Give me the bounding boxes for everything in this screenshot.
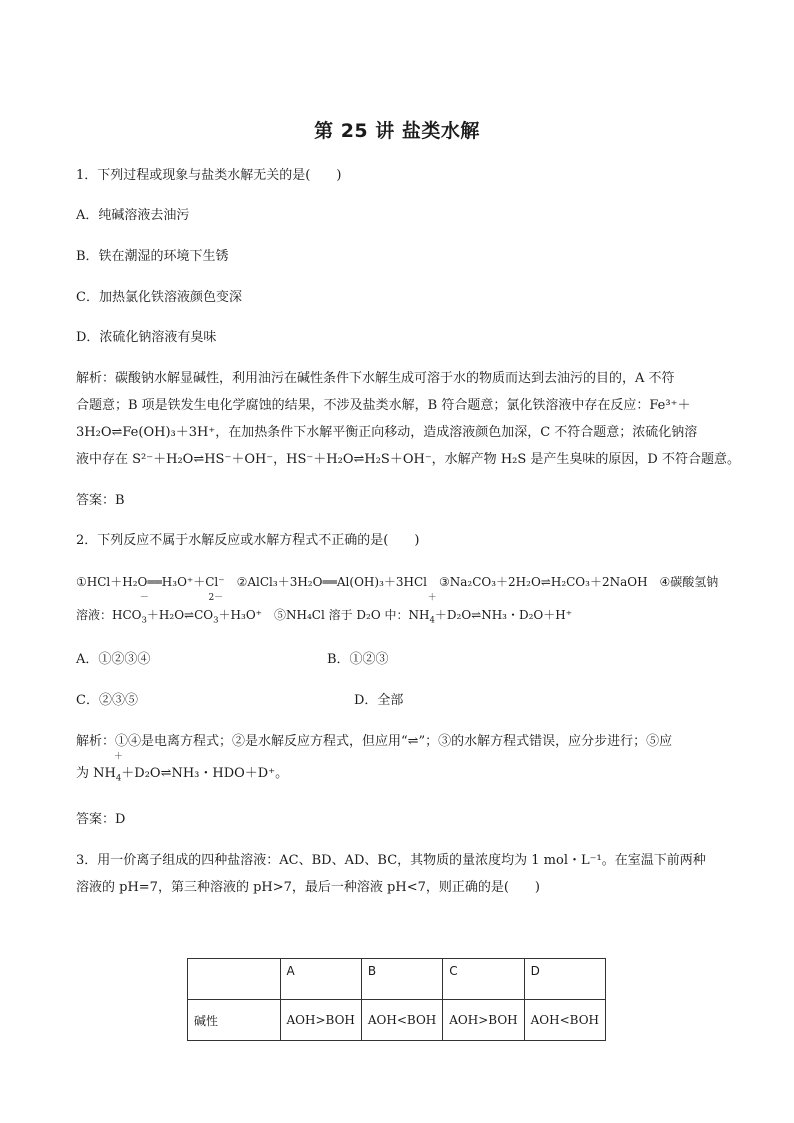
table-header-cell: D	[524, 959, 605, 1000]
q1-option-c: C．加热氯化铁溶液颜色变深	[76, 290, 242, 305]
q3-stem-line-1: 3．用一价离子组成的四种盐溶液：AC、BD、AD、BC，其物质的量浓度均为 1 mol・L⁻¹。在室温下前两种	[76, 853, 706, 868]
q1-option-b: B．铁在潮湿的环境下生锈	[76, 249, 229, 264]
q2-hco3-subscript	[139, 593, 149, 626]
q2-options-row-2	[76, 691, 724, 711]
q1-analysis-line-1: 解析：碳酸钠水解显碱性，利用油污在碱性条件下水解生成可溶于水的物质而达到去油污的目的，A 不符	[76, 371, 675, 386]
q2-analysis-nh4-sub: 4	[115, 773, 122, 784]
table-header-cell	[188, 959, 281, 1000]
q2-co3-subscript	[208, 593, 224, 626]
q2-analysis-line-1: 解析：①④是电离方程式；②是水解反应方程式，但应用“⇌”；③的水解方程式错误，应分步进行；⑤应	[76, 734, 673, 749]
page-title: 第 25 讲 盐类水解	[314, 120, 480, 142]
table-cell: AOH<BOH	[361, 1000, 442, 1041]
q2-equations-line-1: ①HCl＋H₂O══H₃O⁺＋Cl⁻ ②AlCl₃＋3H₂O══Al(OH)₃＋3HCl ③Na₂CO₃＋2H₂O⇌H₂CO₃＋2NaOH ④碳酸氢钠	[76, 575, 719, 589]
q2-option-a: A．①②③④	[76, 652, 151, 667]
q2-option-d: D．全部	[354, 693, 404, 708]
table-cell: AOH<BOH	[524, 1000, 605, 1041]
q2-co3-charge: 2－	[208, 593, 224, 603]
q2-analysis-line-2	[76, 752, 724, 784]
q1-analysis-line-2: 合题意；B 项是铁发生电化学腐蚀的结果，不涉及盐类水解，B 符合题意；氯化铁溶液中存在反应：Fe³⁺＋	[76, 398, 691, 413]
table-cell: AOH>BOH	[280, 1000, 361, 1041]
q1-analysis-line-3: 3H₂O⇌Fe(OH)₃＋3H⁺，在加热条件下水解平衡正向移动，造成溶液颜色加深，C 不符合题意；浓硫化钠溶	[76, 425, 698, 440]
q2-option-c: C．②③⑤	[76, 693, 138, 708]
q2-nh4-subscript	[427, 593, 437, 626]
q2-analysis-prefix: 为 NH	[76, 766, 116, 781]
table-row	[188, 1000, 606, 1041]
table-row-label: 碱性	[188, 1000, 281, 1041]
table-header-row	[188, 959, 606, 1000]
q2-options-row-1	[76, 650, 724, 670]
q2-equations-line-2	[76, 593, 724, 626]
q2-nh4-charge: ＋	[427, 593, 437, 603]
q2-answer: 答案：D	[76, 812, 126, 827]
q1-answer: 答案：B	[76, 493, 125, 508]
q1-analysis-line-4: 液中存在 S²⁻＋H₂O⇌HS⁻＋OH⁻，HS⁻＋H₂O⇌H₂S＋OH⁻，水解产物 H₂S 是产生臭味的原因，D 不符合题意。	[76, 452, 740, 467]
q3-table	[187, 958, 606, 1041]
table-header-cell: C	[443, 959, 524, 1000]
q2-hco3-sub: 3	[141, 615, 147, 626]
table-header-cell: A	[280, 959, 361, 1000]
q3-stem-line-2: 溶液的 pH=7，第三种溶液的 pH>7，最后一种溶液 pH<7，则正确的是( )	[76, 880, 541, 895]
q2-analysis-nh4-charge: ＋	[114, 752, 124, 762]
q2-option-b: B．①②③	[327, 652, 389, 667]
table-cell: AOH>BOH	[443, 1000, 524, 1041]
q2-analysis-suffix: ＋D₂O⇌NH₃・HDO＋D⁺。	[121, 766, 289, 781]
q2-eq4-middle: ＋H₂O⇌CO	[146, 608, 214, 622]
q2-co3-sub: 3	[213, 615, 219, 626]
q2-eq5-prefix: ＋H₃O⁺ ⑤NH₄Cl 溶于 D₂O 中：NH	[218, 608, 430, 622]
q2-stem: 2．下列反应不属于水解反应或水解方程式不正确的是( )	[76, 533, 420, 548]
table-header-cell: B	[361, 959, 442, 1000]
q2-nh4-sub: 4	[429, 615, 435, 626]
q1-stem: 1．下列过程或现象与盐类水解无关的是( )	[76, 168, 342, 183]
q2-hco3-charge: －	[139, 593, 149, 603]
q1-option-a: A．纯碱溶液去油污	[76, 208, 190, 223]
q2-eq5-suffix: ＋D₂O⇌NH₃・D₂O＋H⁺	[434, 608, 573, 622]
q2-analysis-nh4-subscript	[114, 752, 124, 784]
q1-option-d: D．浓硫化钠溶液有臭味	[76, 330, 217, 345]
q2-eq4-prefix: 溶液：HCO	[76, 608, 142, 622]
